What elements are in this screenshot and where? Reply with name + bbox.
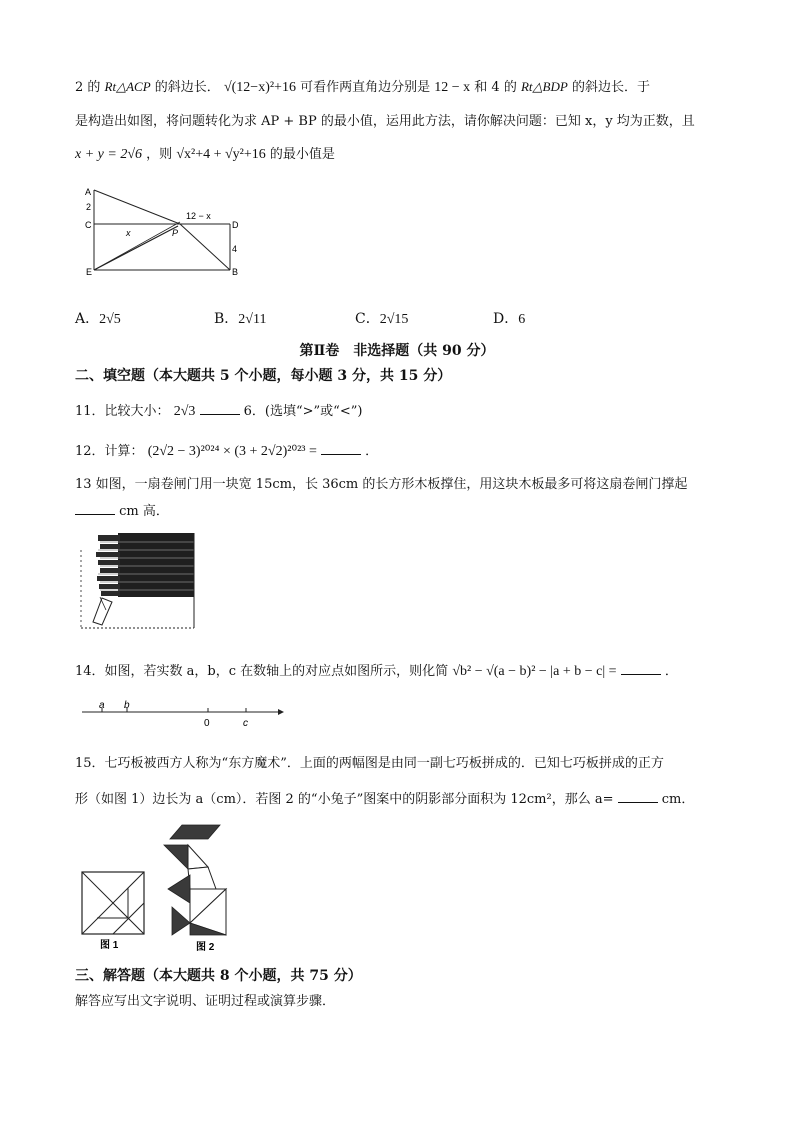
option-d: D．6 [493,311,526,327]
part2-title: 第Ⅱ卷 非选择题（共 90 分） [299,343,495,359]
answer-blank-12[interactable] [321,454,361,455]
option-a: A．2√5 [75,311,121,327]
q10-line2: 是构造出如图，将问题转化为求 AP + BP 的最小值，运用此方法，请你解决问题：已知 x，y 均为正数，且 [75,114,695,129]
axis-label-b: b [124,700,130,711]
label-12-x: 12 − x [186,211,211,221]
label-x: x [126,228,131,238]
section3-title: 三、解答题（本大题共 8 个小题，共 75 分） [75,968,362,984]
label-E: E [86,267,93,277]
label-2: 2 [86,202,92,212]
axis-label-c: c [243,718,248,729]
q12: 12．计算： (2√2 − 3)²⁰²⁴ × (3 + 2√2)²⁰²³ = ． [75,444,379,459]
option-c: C．2√15 [355,311,409,327]
q11: 11．比较大小： 2√3 6．(选填“>”或“<”) [75,404,363,419]
label-4: 4 [232,244,238,254]
tangram-rabbit-figure [160,823,242,953]
q13-line1: 13 如图，一扇卷闸门用一块宽 15cm，长 36cm 的长方形木板撑住，用这块木板最多可将这扇卷闸门撑起 [75,477,688,492]
label-B: B [232,267,239,277]
q15-line1: 15．七巧板被西方人称为“东方魔术”．上面的两幅图是由同一副七巧板拼成的．已知七巧板拼成的正方 [75,756,664,771]
label-A: A [85,187,92,197]
tangram-square-figure [80,870,146,952]
answer-blank-14[interactable] [621,674,661,675]
q14: 14．如图，若实数 a，b，c 在数轴上的对应点如图所示，则化简 √b² − √(a − b)² − |a + b − c| = ． [75,664,678,679]
number-line-figure [80,700,285,730]
label-D: D [232,220,239,230]
q10-line3: x + y = 2√6 ，则 √x²+4 + √y²+16 的最小值是 [75,147,335,162]
fig1-label: 图 1 [100,940,119,951]
answer-blank-11[interactable] [200,414,240,415]
section2-title: 二、填空题（本大题共 5 个小题，每小题 3 分，共 15 分） [75,368,452,384]
label-C: C [85,220,92,230]
q15-line2: 形（如图 1）边长为 a（cm）．若图 2 的“小兔子”图案中的阴影部分面积为 12cm²，那么 a= cm． [75,792,695,807]
shutter-door-figure [78,530,203,630]
q13-line2: cm 高． [75,500,169,519]
axis-label-0: 0 [204,718,210,729]
section3-note: 解答应写出文字说明、证明过程或演算步骤． [75,994,336,1009]
label-P: P [172,228,179,238]
q10-radical-expr: √(12−x)²+16 [223,80,296,95]
q10-line1: 2 的 Rt△ACP 的斜边长． √(12−x)²+16 可看作两直角边分别是 12 − x 和 4 的 Rt△BDP 的斜边长．于 [75,79,650,95]
fig2-label: 图 2 [196,942,215,953]
q10-geometry-figure [82,186,242,278]
q10-sum-expr: √x²+4 + √y²+16 [176,147,266,162]
answer-blank-15[interactable] [618,802,658,803]
option-b: B．2√11 [214,311,267,327]
axis-label-a: a [99,700,105,711]
answer-blank-13[interactable] [75,514,115,515]
